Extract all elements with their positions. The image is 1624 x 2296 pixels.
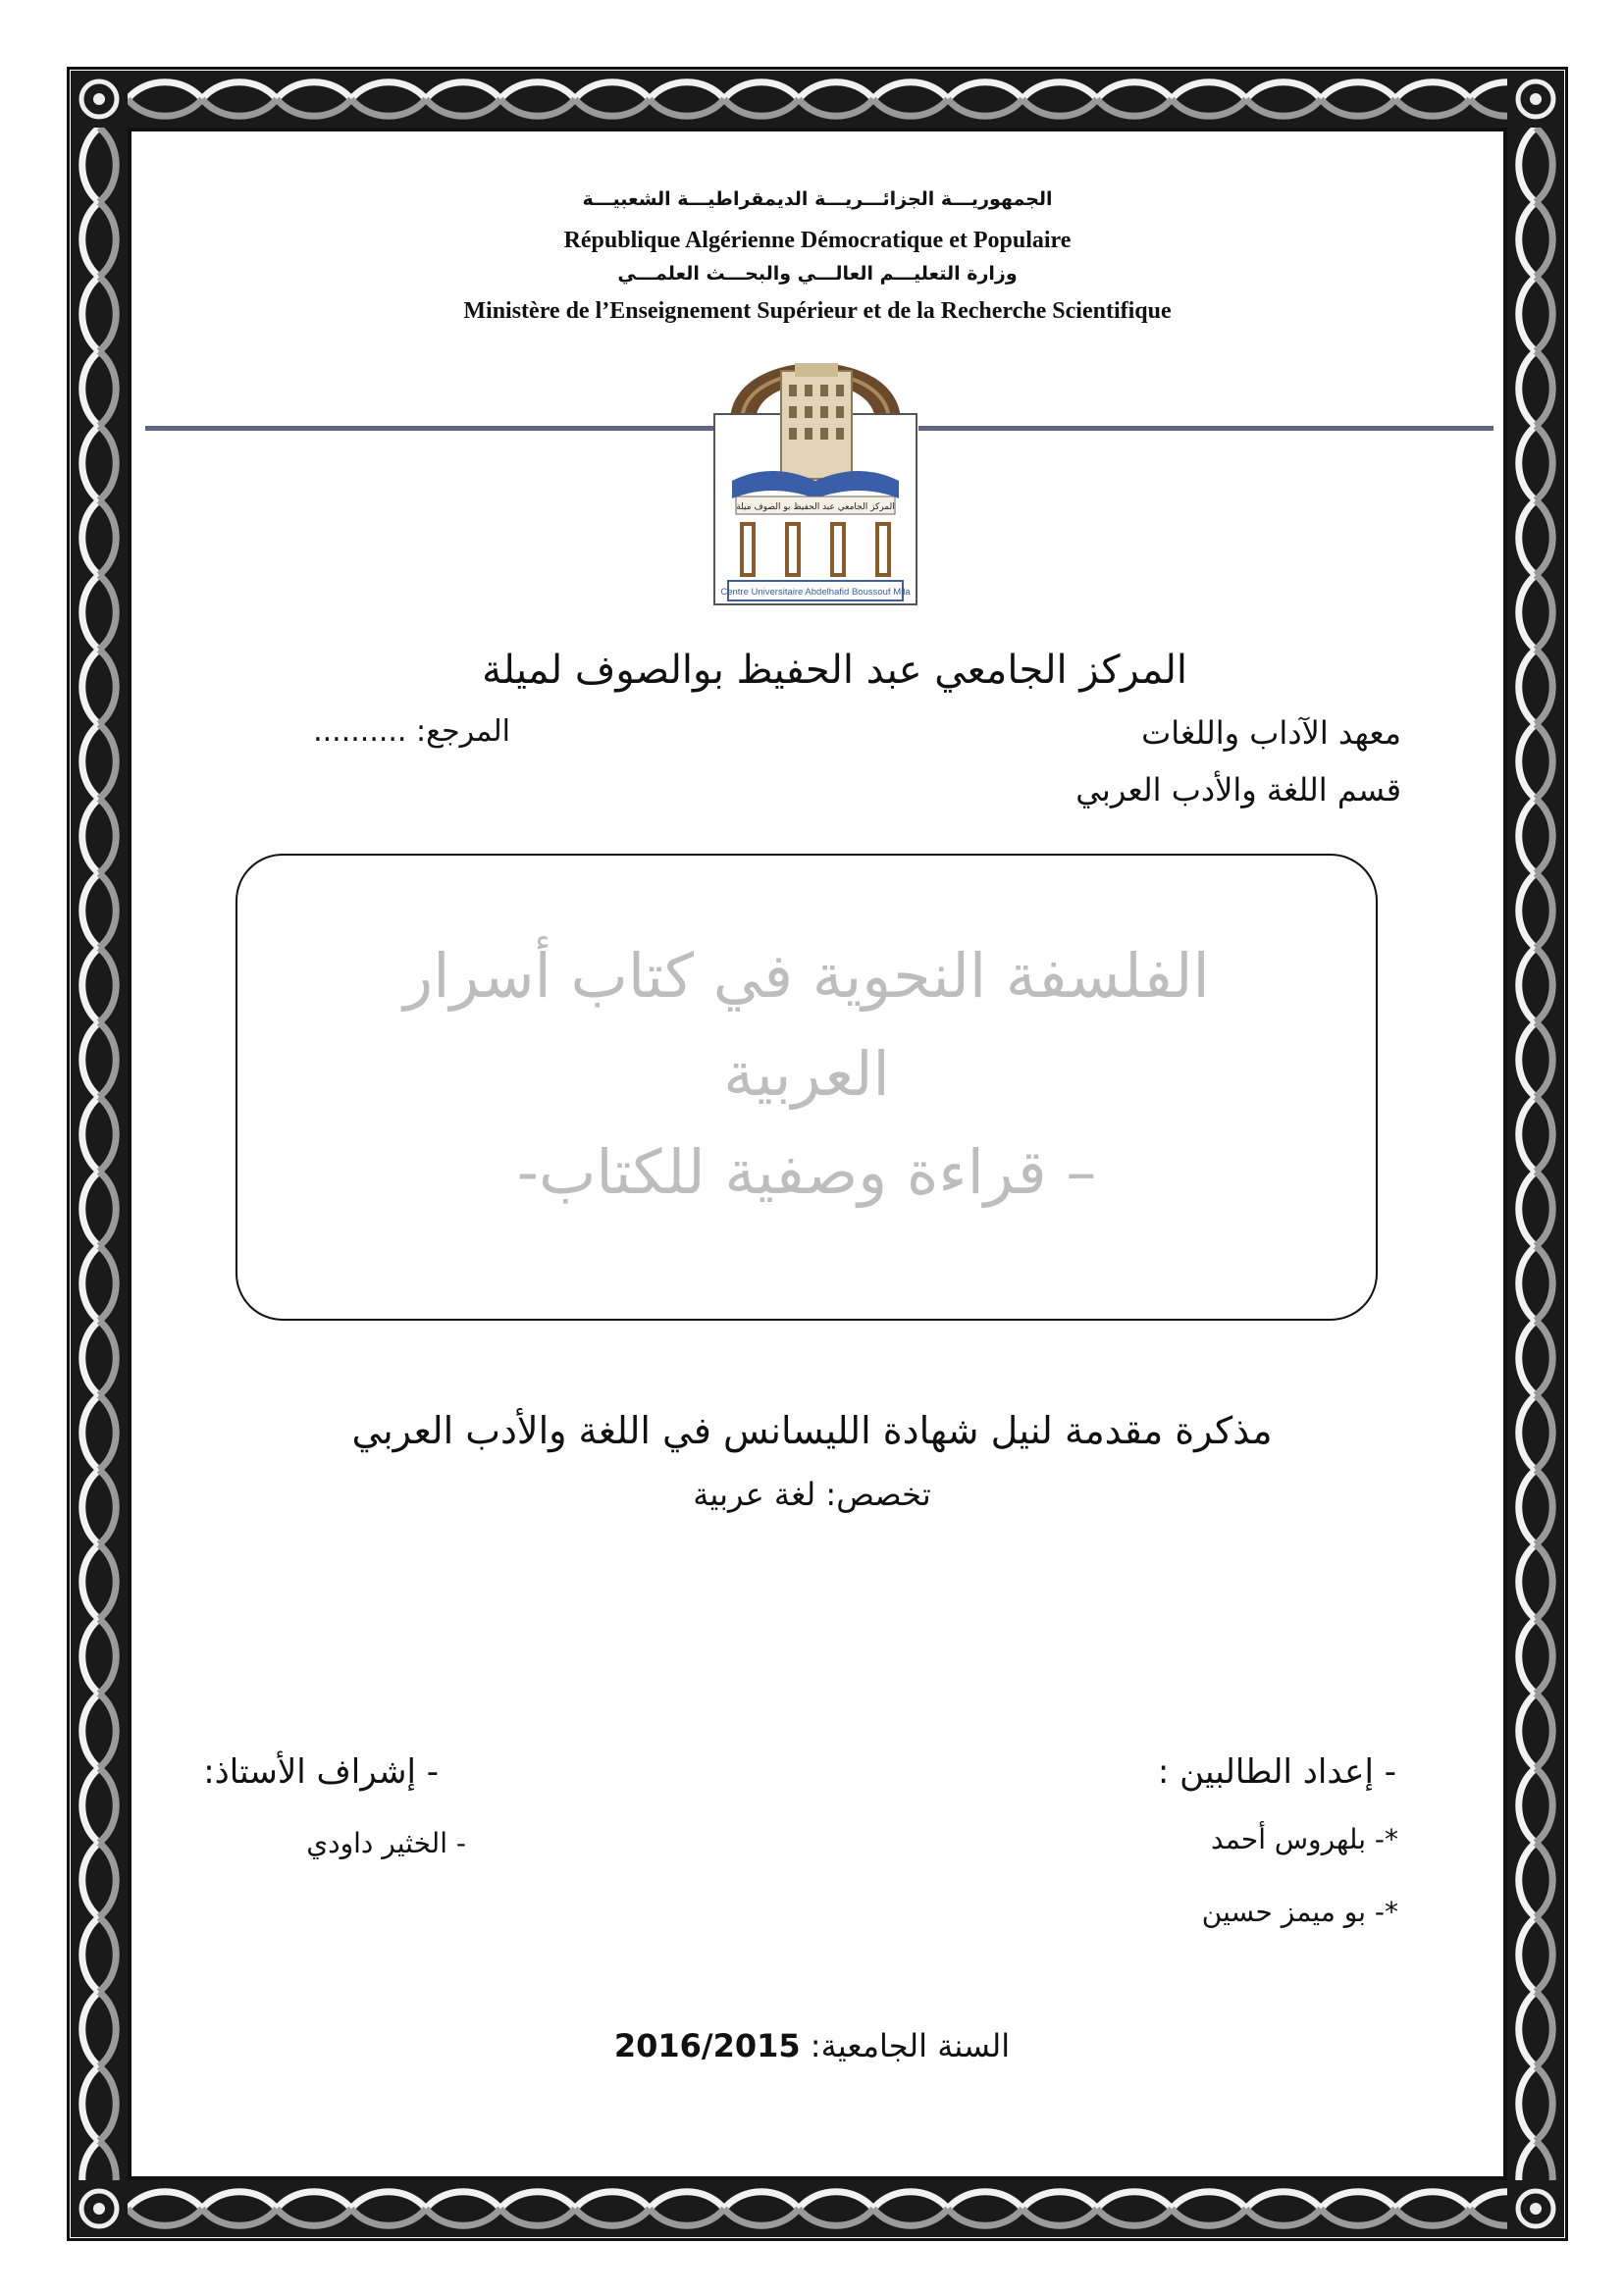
corner-ornament-top-left — [71, 71, 128, 128]
department-name: قسم اللغة والأدب العربي — [1075, 771, 1401, 809]
students-label: - إعداد الطالبين : — [1157, 1752, 1396, 1792]
chain-left — [71, 128, 128, 2180]
academic-year-value: 2016/2015 — [613, 2027, 801, 2064]
logo-caption: Centre Universitaire Abdelhafid Boussouf Mila — [720, 587, 911, 598]
header-rule-right — [918, 426, 1493, 431]
student-name-1: *- بلهروس أحمد — [1211, 1823, 1398, 1855]
logo-banner-text: المركز الجامعي عبد الحفيظ بو الصوف ميلة — [736, 502, 895, 512]
ministry-name-french: Ministère de l’Enseignement Supérieur et de la Recherche Scientifique — [463, 298, 1172, 324]
supervisor-label: - إشراف الأستاذ: — [203, 1752, 439, 1792]
chain-bottom — [128, 2180, 1507, 2237]
corner-ornament-bottom-right — [1507, 2180, 1564, 2237]
institute-name: معهد الآداب واللغات — [1141, 714, 1401, 752]
thesis-title-line2: العربية — [723, 1038, 890, 1110]
ministry-name-arabic: وزارة التعليـــم العالـــي والبحـــث العلمـــي — [617, 263, 1018, 285]
republic-name-french: République Algérienne Démocratique et Populaire — [563, 228, 1072, 253]
corner-ornament-bottom-left — [71, 2180, 128, 2237]
reference-field: المرجع: .......... — [313, 714, 510, 749]
academic-year-label: السنة الجامعية: — [800, 2027, 1011, 2064]
header-rule-left — [145, 426, 714, 431]
republic-name-arabic: الجمهوريـــة الجزائـــريـــة الديمقراطيـــة الشعبيـــة — [582, 188, 1053, 210]
student-name-2: *- بو ميمز حسين — [1201, 1896, 1398, 1928]
thesis-subtitle: – قراءة وصفية للكتاب- — [516, 1136, 1097, 1208]
chain-top — [128, 71, 1507, 128]
supervisor-name: - الخثير داودي — [306, 1827, 466, 1859]
thesis-title-line1: الفلسفة النحوية في كتاب أسرار — [403, 940, 1210, 1012]
center-name: المركز الجامعي عبد الحفيظ بوالصوف لميلة — [482, 648, 1187, 693]
academic-year — [0, 2027, 1624, 2064]
corner-ornament-top-right — [1507, 71, 1564, 128]
thesis-purpose: مذكرة مقدمة لنيل شهادة الليسانس في اللغة والأدب العربي — [351, 1409, 1273, 1452]
chain-right — [1507, 128, 1564, 2180]
university-logo — [712, 324, 918, 606]
specialty: تخصص: لغة عربية — [693, 1476, 931, 1513]
